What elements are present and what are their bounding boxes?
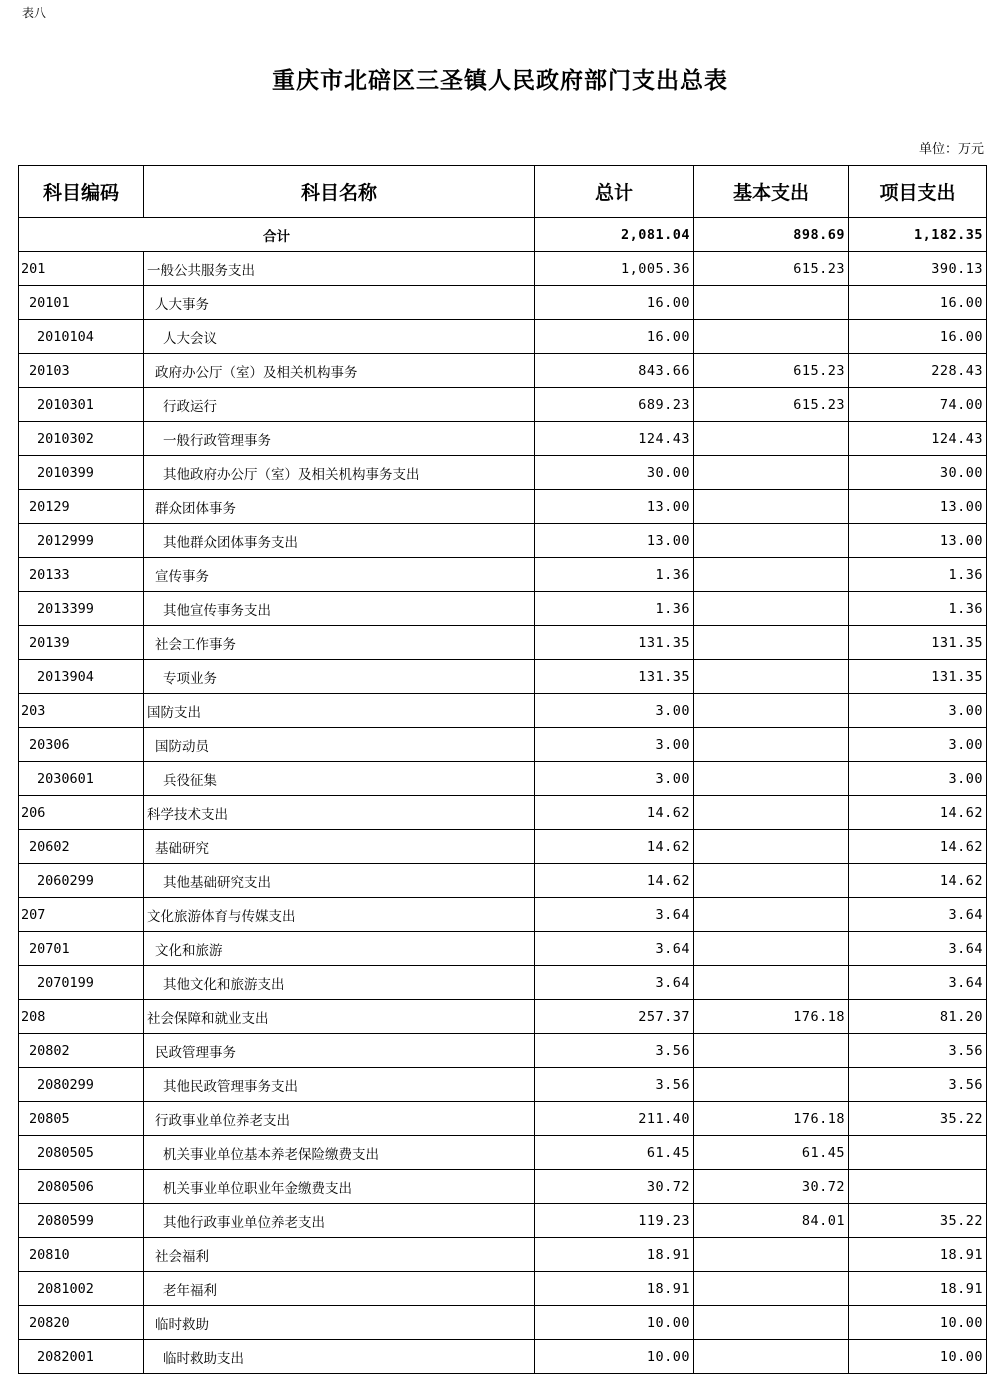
row-project: 390.13 [849,252,987,286]
row-project: 3.64 [849,966,987,1000]
table-row [19,932,987,966]
row-name: 兵役征集 [144,762,535,796]
table-row [19,694,987,728]
row-basic [694,558,849,592]
row-project: 74.00 [849,388,987,422]
row-name: 群众团体事务 [144,490,535,524]
row-total: 13.00 [535,490,694,524]
row-project: 3.56 [849,1068,987,1102]
total-basic: 898.69 [694,218,849,252]
row-name: 人大会议 [144,320,535,354]
row-code: 201 [19,252,144,286]
row-total: 3.64 [535,898,694,932]
total-label: 合计 [19,218,535,252]
row-project: 13.00 [849,524,987,558]
table-row [19,1340,987,1374]
row-name: 社会工作事务 [144,626,535,660]
row-name: 社会福利 [144,1238,535,1272]
row-name: 其他文化和旅游支出 [144,966,535,1000]
row-basic: 84.01 [694,1204,849,1238]
header-name: 科目名称 [144,166,535,218]
row-project: 16.00 [849,320,987,354]
row-basic [694,456,849,490]
row-project: 3.64 [849,898,987,932]
row-total: 14.62 [535,864,694,898]
row-name: 临时救助 [144,1306,535,1340]
row-name: 基础研究 [144,830,535,864]
row-name: 老年福利 [144,1272,535,1306]
row-code: 2080505 [19,1136,144,1170]
row-name: 国防动员 [144,728,535,762]
table-row [19,966,987,1000]
total-amount: 2,081.04 [535,218,694,252]
row-basic [694,762,849,796]
row-basic [694,830,849,864]
row-code: 20129 [19,490,144,524]
table-row [19,354,987,388]
row-project: 1.36 [849,592,987,626]
row-basic [694,660,849,694]
row-total: 14.62 [535,830,694,864]
row-name: 一般行政管理事务 [144,422,535,456]
table-row [19,864,987,898]
row-project: 228.43 [849,354,987,388]
row-project: 14.62 [849,830,987,864]
row-basic [694,728,849,762]
row-project: 35.22 [849,1102,987,1136]
row-code: 2010399 [19,456,144,490]
row-total: 3.56 [535,1034,694,1068]
table-row [19,660,987,694]
row-total: 1,005.36 [535,252,694,286]
row-total: 3.56 [535,1068,694,1102]
row-total: 10.00 [535,1340,694,1374]
table-row [19,796,987,830]
row-basic [694,1306,849,1340]
row-code: 20805 [19,1102,144,1136]
table-row [19,1000,987,1034]
table-row [19,524,987,558]
row-total: 30.72 [535,1170,694,1204]
row-total: 131.35 [535,660,694,694]
table-row [19,1272,987,1306]
row-code: 20133 [19,558,144,592]
table-row [19,1204,987,1238]
table-row [19,1136,987,1170]
table-row [19,830,987,864]
row-name: 专项业务 [144,660,535,694]
row-basic [694,524,849,558]
row-code: 208 [19,1000,144,1034]
row-project: 16.00 [849,286,987,320]
row-code: 2013904 [19,660,144,694]
row-total: 18.91 [535,1272,694,1306]
row-basic: 176.18 [694,1102,849,1136]
row-code: 2060299 [19,864,144,898]
row-total: 3.00 [535,762,694,796]
unit-label: 单位：万元 [918,142,984,157]
row-code: 20820 [19,1306,144,1340]
row-name: 机关事业单位基本养老保险缴费支出 [144,1136,535,1170]
row-total: 1.36 [535,558,694,592]
row-code: 20810 [19,1238,144,1272]
row-code: 207 [19,898,144,932]
expenditure-table [18,165,987,1374]
row-basic [694,898,849,932]
row-project: 131.35 [849,660,987,694]
row-total: 13.00 [535,524,694,558]
row-total: 689.23 [535,388,694,422]
row-project: 131.35 [849,626,987,660]
row-project: 30.00 [849,456,987,490]
row-project: 1.36 [849,558,987,592]
row-code: 206 [19,796,144,830]
table-row [19,1170,987,1204]
row-basic [694,694,849,728]
table-row [19,558,987,592]
row-code: 20139 [19,626,144,660]
row-project: 124.43 [849,422,987,456]
row-name: 临时救助支出 [144,1340,535,1374]
row-basic [694,1340,849,1374]
row-name: 文化旅游体育与传媒支出 [144,898,535,932]
header-code: 科目编码 [19,166,144,218]
row-code: 2080599 [19,1204,144,1238]
row-name: 政府办公厅（室）及相关机构事务 [144,354,535,388]
row-name: 其他政府办公厅（室）及相关机构事务支出 [144,456,535,490]
row-code: 2080506 [19,1170,144,1204]
row-code: 2010104 [19,320,144,354]
row-total: 14.62 [535,796,694,830]
table-row [19,1034,987,1068]
row-code: 2013399 [19,592,144,626]
row-code: 203 [19,694,144,728]
row-total: 61.45 [535,1136,694,1170]
table-number-label: 表八 [22,6,47,20]
row-basic [694,490,849,524]
row-basic: 615.23 [694,252,849,286]
row-name: 宣传事务 [144,558,535,592]
row-basic [694,864,849,898]
row-project [849,1136,987,1170]
total-project: 1,182.35 [849,218,987,252]
row-total: 1.36 [535,592,694,626]
row-project [849,1170,987,1204]
table-row [19,490,987,524]
row-name: 其他宣传事务支出 [144,592,535,626]
table-row [19,286,987,320]
row-code: 20103 [19,354,144,388]
table-row [19,1068,987,1102]
row-total: 3.64 [535,966,694,1000]
table-row [19,456,987,490]
row-basic [694,796,849,830]
row-name: 其他群众团体事务支出 [144,524,535,558]
row-total: 119.23 [535,1204,694,1238]
row-total: 16.00 [535,286,694,320]
row-name: 人大事务 [144,286,535,320]
row-basic: 61.45 [694,1136,849,1170]
row-total: 3.64 [535,932,694,966]
row-project: 18.91 [849,1238,987,1272]
table-row [19,1306,987,1340]
row-code: 20602 [19,830,144,864]
row-name: 社会保障和就业支出 [144,1000,535,1034]
table-row [19,626,987,660]
table-row [19,762,987,796]
row-code: 20306 [19,728,144,762]
row-total: 257.37 [535,1000,694,1034]
row-total: 30.00 [535,456,694,490]
table-row [19,1102,987,1136]
row-project: 3.00 [849,728,987,762]
row-basic: 615.23 [694,354,849,388]
table-row [19,320,987,354]
row-total: 843.66 [535,354,694,388]
row-basic [694,626,849,660]
table-row [19,252,987,286]
row-code: 2030601 [19,762,144,796]
row-total: 3.00 [535,694,694,728]
row-code: 2080299 [19,1068,144,1102]
row-basic [694,1238,849,1272]
row-total: 3.00 [535,728,694,762]
row-basic [694,320,849,354]
row-code: 20101 [19,286,144,320]
header-row [19,166,987,218]
row-project: 14.62 [849,864,987,898]
row-project: 3.56 [849,1034,987,1068]
row-name: 机关事业单位职业年金缴费支出 [144,1170,535,1204]
row-name: 其他行政事业单位养老支出 [144,1204,535,1238]
row-total: 18.91 [535,1238,694,1272]
table-row [19,898,987,932]
row-basic [694,932,849,966]
row-project: 3.00 [849,694,987,728]
header-basic: 基本支出 [694,166,849,218]
row-basic: 30.72 [694,1170,849,1204]
row-basic [694,1272,849,1306]
row-project: 81.20 [849,1000,987,1034]
row-project: 35.22 [849,1204,987,1238]
table-row [19,422,987,456]
row-total: 16.00 [535,320,694,354]
row-name: 其他基础研究支出 [144,864,535,898]
table-row [19,1238,987,1272]
row-name: 文化和旅游 [144,932,535,966]
row-total: 10.00 [535,1306,694,1340]
row-code: 2070199 [19,966,144,1000]
row-basic [694,286,849,320]
row-total: 131.35 [535,626,694,660]
row-basic [694,966,849,1000]
row-basic: 176.18 [694,1000,849,1034]
row-project: 13.00 [849,490,987,524]
row-name: 行政事业单位养老支出 [144,1102,535,1136]
row-project: 3.00 [849,762,987,796]
row-project: 3.64 [849,932,987,966]
row-code: 2081002 [19,1272,144,1306]
row-basic [694,422,849,456]
row-project: 10.00 [849,1340,987,1374]
row-name: 一般公共服务支出 [144,252,535,286]
row-project: 18.91 [849,1272,987,1306]
row-total: 211.40 [535,1102,694,1136]
row-basic [694,1034,849,1068]
row-total: 124.43 [535,422,694,456]
header-total: 总计 [535,166,694,218]
row-basic [694,592,849,626]
row-code: 20701 [19,932,144,966]
row-code: 2010302 [19,422,144,456]
row-basic: 615.23 [694,388,849,422]
row-basic [694,1068,849,1102]
page-title: 重庆市北碚区三圣镇人民政府部门支出总表 [272,67,728,94]
row-name: 其他民政管理事务支出 [144,1068,535,1102]
row-project: 14.62 [849,796,987,830]
header-project: 项目支出 [849,166,987,218]
row-name: 民政管理事务 [144,1034,535,1068]
row-code: 2082001 [19,1340,144,1374]
table-row [19,388,987,422]
row-name: 行政运行 [144,388,535,422]
row-code: 20802 [19,1034,144,1068]
row-project: 10.00 [849,1306,987,1340]
row-name: 国防支出 [144,694,535,728]
total-row [19,218,987,252]
row-code: 2012999 [19,524,144,558]
table-row [19,728,987,762]
row-name: 科学技术支出 [144,796,535,830]
table-row [19,592,987,626]
row-code: 2010301 [19,388,144,422]
